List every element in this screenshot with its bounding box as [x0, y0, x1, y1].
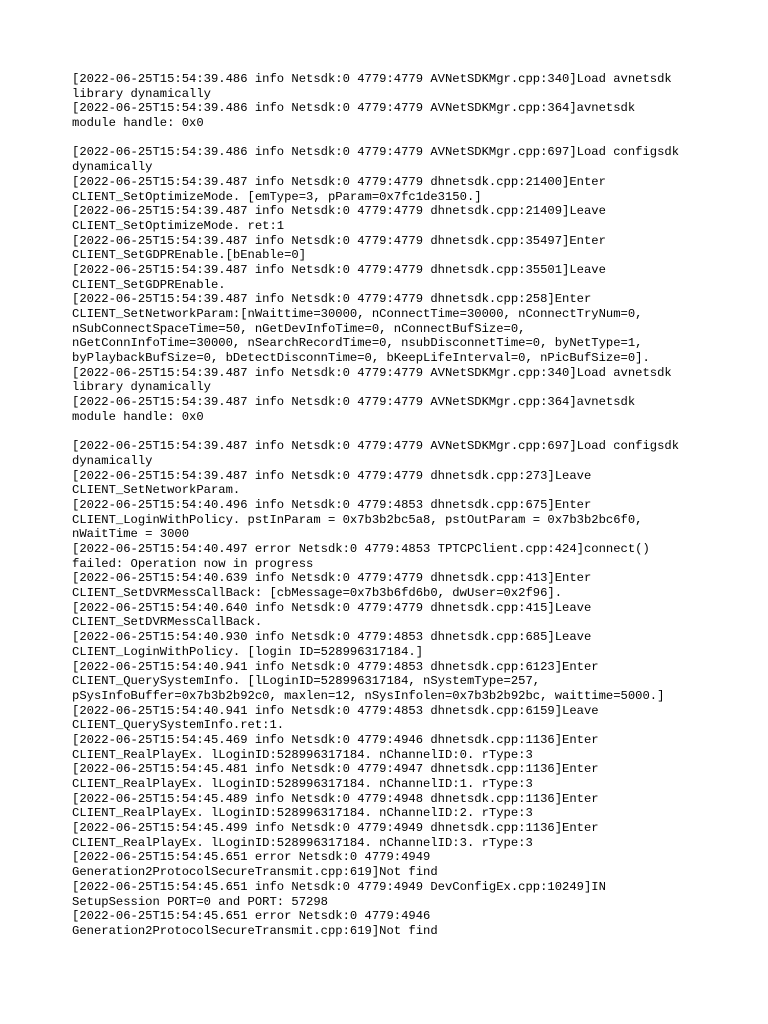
log-line: CLIENT_RealPlayEx. lLoginID:528996317184. nChannelID:0. rType:3 [72, 747, 533, 762]
log-document [72, 72, 762, 939]
log-line: CLIENT_QuerySystemInfo. [lLoginID=528996317184, nSystemType=257, [72, 674, 541, 689]
log-line: [2022-06-25T15:54:39.487 info Netsdk:0 4779:4779 dhnetsdk.cpp:258]Enter [72, 292, 592, 307]
log-line: CLIENT_QuerySystemInfo.ret:1. [72, 718, 285, 733]
log-line: nWaitTime = 3000 [72, 527, 190, 542]
log-line: [2022-06-25T15:54:39.487 info Netsdk:0 4779:4779 AVNetSDKMgr.cpp:340]Load avnetsdk [72, 365, 672, 380]
log-line: CLIENT_RealPlayEx. lLoginID:528996317184. nChannelID:3. rType:3 [72, 835, 533, 850]
log-line: CLIENT_SetOptimizeMode. ret:1 [72, 218, 285, 233]
log-line: byPlaybackBufSize=0, bDetectDisconnTime=0, bKeepLifeInterval=0, nPicBufSize=0]. [72, 351, 650, 366]
log-line: [2022-06-25T15:54:40.941 info Netsdk:0 4779:4853 dhnetsdk.cpp:6159]Leave [72, 703, 599, 718]
log-line: CLIENT_LoginWithPolicy. pstInParam = 0x7b3b2bc5a8, pstOutParam = 0x7b3b2bc6f0, [72, 512, 643, 527]
log-line: [2022-06-25T15:54:40.497 error Netsdk:0 4779:4853 TPTCPClient.cpp:424]connect() [72, 542, 650, 556]
log-line: [2022-06-25T15:54:40.930 info Netsdk:0 4779:4853 dhnetsdk.cpp:685]Leave [72, 630, 592, 645]
log-line: CLIENT_RealPlayEx. lLoginID:528996317184. nChannelID:2. rType:3 [72, 806, 533, 821]
log-line: CLIENT_SetDVRMessCallBack. [72, 615, 263, 630]
log-line: [2022-06-25T15:54:45.651 info Netsdk:0 4779:4949 DevConfigEx.cpp:10249]IN [72, 879, 606, 894]
log-line: CLIENT_SetGDPREnable.[bEnable=0] [72, 248, 307, 263]
log-line: [2022-06-25T15:54:40.639 info Netsdk:0 4779:4779 dhnetsdk.cpp:413]Enter [72, 571, 592, 586]
log-line: Generation2ProtocolSecureTransmit.cpp:619]Not find [72, 923, 438, 938]
log-line: [2022-06-25T15:54:39.487 info Netsdk:0 4779:4779 AVNetSDKMgr.cpp:364]avnetsdk [72, 395, 636, 410]
log-line: dynamically [72, 453, 153, 468]
log-line: [2022-06-25T15:54:39.486 info Netsdk:0 4779:4779 AVNetSDKMgr.cpp:364]avnetsdk [72, 101, 636, 116]
log-line [72, 425, 762, 440]
log-line: [2022-06-25T15:54:45.489 info Netsdk:0 4779:4948 dhnetsdk.cpp:1136]Enter [72, 791, 599, 806]
log-line: library dynamically [72, 86, 211, 101]
log-line: CLIENT_LoginWithPolicy. [login ID=528996317184.] [72, 644, 424, 659]
log-line: failed: Operation now in progress [72, 556, 314, 571]
log-line: [2022-06-25T15:54:39.487 info Netsdk:0 4779:4779 dhnetsdk.cpp:35501]Leave [72, 262, 606, 277]
log-line: [2022-06-25T15:54:45.651 error Netsdk:0 4779:4946 [72, 909, 431, 924]
log-line: nSubConnectSpaceTime=50, nGetDevInfoTime=0, nConnectBufSize=0, [72, 321, 526, 336]
log-line [72, 131, 762, 146]
log-line: module handle: 0x0 [72, 116, 204, 131]
log-line: CLIENT_SetNetworkParam. [72, 483, 241, 498]
log-line: [2022-06-25T15:54:39.486 info Netsdk:0 4779:4779 AVNetSDKMgr.cpp:340]Load avnetsdk [72, 72, 672, 86]
log-line: [2022-06-25T15:54:39.487 info Netsdk:0 4779:4779 dhnetsdk.cpp:21409]Leave [72, 204, 606, 219]
log-line: [2022-06-25T15:54:39.487 info Netsdk:0 4779:4779 AVNetSDKMgr.cpp:697]Load configsdk [72, 439, 680, 454]
log-line: CLIENT_RealPlayEx. lLoginID:528996317184. nChannelID:1. rType:3 [72, 777, 533, 791]
log-line: [2022-06-25T15:54:40.496 info Netsdk:0 4779:4853 dhnetsdk.cpp:675]Enter [72, 497, 592, 512]
log-line: [2022-06-25T15:54:40.941 info Netsdk:0 4779:4853 dhnetsdk.cpp:6123]Enter [72, 659, 599, 674]
log-line: [2022-06-25T15:54:45.481 info Netsdk:0 4779:4947 dhnetsdk.cpp:1136]Enter [72, 762, 599, 777]
log-line: CLIENT_SetGDPREnable. [72, 277, 226, 292]
log-line: CLIENT_SetDVRMessCallBack: [cbMessage=0x7b3b6fd6b0, dwUser=0x2f96]. [72, 586, 563, 601]
log-line: [2022-06-25T15:54:39.487 info Netsdk:0 4779:4779 dhnetsdk.cpp:273]Leave [72, 468, 592, 483]
log-line: pSysInfoBuffer=0x7b3b2b92c0, maxlen=12, nSysInfolen=0x7b3b2b92bc, waittime=5000.] [72, 688, 665, 703]
log-line: [2022-06-25T15:54:39.487 info Netsdk:0 4779:4779 dhnetsdk.cpp:35497]Enter [72, 233, 606, 248]
log-line: [2022-06-25T15:54:39.487 info Netsdk:0 4779:4779 dhnetsdk.cpp:21400]Enter [72, 174, 606, 189]
log-line: [2022-06-25T15:54:40.640 info Netsdk:0 4779:4779 dhnetsdk.cpp:415]Leave [72, 600, 592, 615]
log-line: CLIENT_SetOptimizeMode. [emType=3, pParam=0x7fc1de3150.] [72, 189, 482, 204]
log-line: nGetConnInfoTime=30000, nSearchRecordTime=0, nsubDisconnetTime=0, byNetType=1, [72, 336, 643, 351]
log-line: [2022-06-25T15:54:45.469 info Netsdk:0 4779:4946 dhnetsdk.cpp:1136]Enter [72, 732, 599, 747]
log-line: module handle: 0x0 [72, 409, 204, 424]
log-line: [2022-06-25T15:54:39.486 info Netsdk:0 4779:4779 AVNetSDKMgr.cpp:697]Load configsdk [72, 145, 680, 160]
log-line: [2022-06-25T15:54:45.651 error Netsdk:0 4779:4949 [72, 850, 431, 865]
log-line: [2022-06-25T15:54:45.499 info Netsdk:0 4779:4949 dhnetsdk.cpp:1136]Enter [72, 821, 599, 836]
log-line: library dynamically [72, 380, 211, 395]
log-line: dynamically [72, 160, 153, 175]
log-line: Generation2ProtocolSecureTransmit.cpp:619]Not find [72, 865, 438, 880]
log-line: CLIENT_SetNetworkParam:[nWaittime=30000, nConnectTime=30000, nConnectTryNum=0, [72, 307, 643, 321]
log-line: SetupSession PORT=0 and PORT: 57298 [72, 894, 328, 909]
